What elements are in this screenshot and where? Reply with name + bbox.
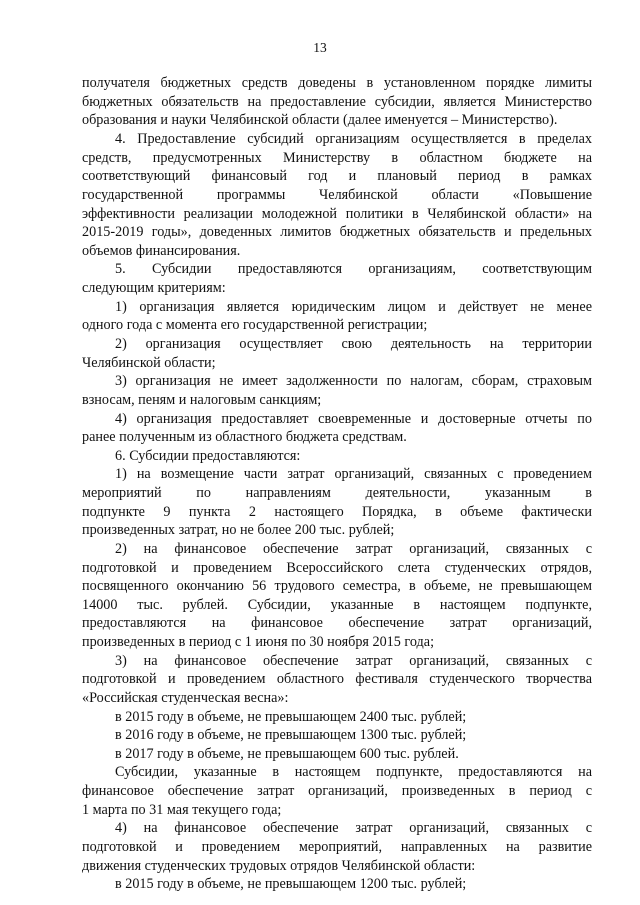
text-line: 2015-2019 годы», доведенных лимитов бюджетных обязательств и предельных xyxy=(82,224,592,240)
text-line: подготовкой и проведением Всероссийского слета студенческих отрядов, xyxy=(82,560,592,576)
text-line: мероприятий по направлениям деятельности, указанным в xyxy=(82,485,592,501)
text-line: 1) организация является юридическим лицом и действует не менее xyxy=(115,299,592,315)
text-line: 4. Предоставление субсидий организациям осуществляется в пределах xyxy=(115,131,592,147)
text-line: финансовое обеспечение затрат организаций, произведенных в период с xyxy=(82,783,592,799)
text-line: образования и науки Челябинской области (далее именуется – Министерство). xyxy=(82,112,558,128)
text-line: 4) организация предоставляет своевременные и достоверные отчеты по xyxy=(115,411,592,427)
text-line: объемов финансирования. xyxy=(82,243,241,259)
text-line: получателя бюджетных средств доведены в установленном порядке лимиты xyxy=(82,75,592,91)
text-line: ранее полученным из областного бюджета средствам. xyxy=(82,429,407,445)
text-line: произведенных в период с 1 июня по 30 ноября 2015 года; xyxy=(82,634,435,650)
text-line: подпункте 9 пункта 2 настоящего Порядка, в объеме фактически xyxy=(82,504,592,520)
text-line: бюджетных обязательств на предоставление субсидии, является Министерство xyxy=(82,94,592,110)
text-line: 2) организация осуществляет свою деятельность на территории xyxy=(115,336,592,352)
text-line: 1) на возмещение части затрат организаций, связанных с проведением xyxy=(115,466,592,482)
text-line: «Российская студенческая весна»: xyxy=(82,690,289,706)
page-number: 13 xyxy=(313,40,327,55)
text-line: произведенных затрат, но не более 200 тыс. рублей; xyxy=(82,522,395,538)
text-line: 4) на финансовое обеспечение затрат организаций, связанных с xyxy=(115,820,592,836)
text-line: в 2015 году в объеме, не превышающем 1200 тыс. рублей; xyxy=(115,876,467,892)
text-line: 2) на финансовое обеспечение затрат организаций, связанных с xyxy=(115,541,592,557)
text-line: посвященного окончанию 56 трудового семестра, в объеме, не превышающем xyxy=(82,578,592,594)
text-line: в 2015 году в объеме, не превышающем 2400 тыс. рублей; xyxy=(115,709,467,725)
text-line: Субсидии, указанные в настоящем подпункте, предоставляются на xyxy=(115,764,592,780)
text-line: эффективности реализации молодежной политики в Челябинской области» на xyxy=(82,206,592,222)
text-line: государственной программы Челябинской области «Повышение xyxy=(82,187,592,203)
text-line: 14000 тыс. рублей. Субсидии, указанные в настоящем подпункте, xyxy=(82,597,592,613)
text-line: Челябинской области; xyxy=(82,355,216,371)
text-line: взносам, пеням и налоговым санкциям; xyxy=(82,392,322,408)
text-line: 6. Субсидии предоставляются: xyxy=(115,448,301,464)
text-line: следующим критериям: xyxy=(82,280,226,296)
text-line: 1 марта по 31 мая текущего года; xyxy=(82,802,282,818)
text-line: 3) на финансовое обеспечение затрат организаций, связанных с xyxy=(115,653,592,669)
text-line: одного года с момента его государственной регистрации; xyxy=(82,317,428,333)
text-line: в 2017 году в объеме, не превышающем 600 тыс. рублей. xyxy=(115,746,459,762)
text-line: предоставляются на финансовое обеспечение затрат организаций, xyxy=(82,615,592,631)
text-line: в 2016 году в объеме, не превышающем 1300 тыс. рублей; xyxy=(115,727,467,743)
text-line: движения студенческих трудовых отрядов Челябинской области: xyxy=(82,858,476,874)
text-line: соответствующий финансовый год и плановый период в рамках xyxy=(82,168,592,184)
text-line: средств, предусмотренных Министерству в областном бюджете на xyxy=(82,150,592,166)
text-line: 5. Субсидии предоставляются организациям, соответствующим xyxy=(115,261,592,277)
text-line: подготовкой и проведением мероприятий, направленных на развитие xyxy=(82,839,592,855)
text-line: 3) организация не имеет задолженности по налогам, сборам, страховым xyxy=(115,373,592,389)
text-line: подготовкой и проведением областного фестиваля студенческого творчества xyxy=(82,671,592,687)
